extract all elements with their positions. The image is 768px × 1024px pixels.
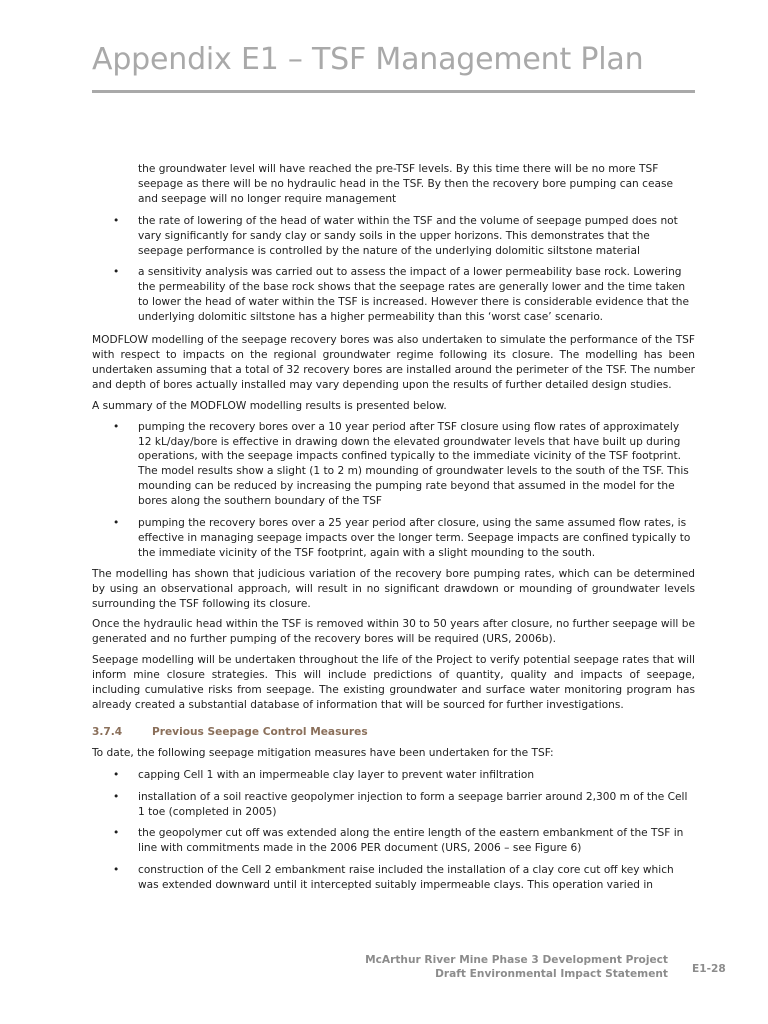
list-item-text: the groundwater level will have reached the pre-TSF levels. By this time there will be no more TSF seepage as there will be no hydraulic head in the TSF. By then the recovery bore pumping can cease and seepage will no longer require management [138,163,674,205]
page-footer [365,953,668,981]
paragraph-modflow: MODFLOW modelling of the seepage recovery bores was also undertaken to simulate the performance of the TSF with respect to impacts on the regional groundwater regime following its closure. The modelling has been undertaken assuming that a total of 32 recovery bores are installed around the perimeter of the TSF. The number and depth of bores actually installed may vary depending upon the results of further detailed design studies. [92,334,695,391]
list-item [92,420,695,509]
bullet-list-1 [92,162,695,325]
list-item [92,768,695,783]
footer-document-title: Draft Environmental Impact Statement [435,968,668,980]
list-item-text: construction of the Cell 2 embankment raise included the installation of a clay core cut off key which was extended downward until it intercepted suitably impermeable clays. This operation varied in [138,864,674,892]
paragraph-seepage-modelling: Seepage modelling will be undertaken throughout the life of the Project to verify potential seepage rates that will inform mine closure strategies. This will include predictions of quantity, quality and impacts of seepage, including cumulative risks from seepage. The existing groundwater and surface water monitoring program has already created a substantial database of information that will be sourced for further investigations. [92,654,695,711]
list-item-text: the rate of lowering of the head of water within the TSF and the volume of seepage pumped does not vary significantly for sandy clay or sandy soils in the upper horizons. This demonstrates that the seepage performance is controlled by the nature of the underlying dolomitic siltstone material [138,214,678,257]
paragraph-hydraulic-head: Once the hydraulic head within the TSF is removed within 30 to 50 years after closure, no further seepage will be generated and no further pumping of the recovery bores will be required (URS, 2006b). [92,618,695,646]
bullet-icon: • [113,266,120,279]
bullet-icon: • [113,790,120,803]
section-heading [92,725,695,740]
paragraph-judicious: The modelling has shown that judicious variation of the recovery bore pumping rates, which can be determined by using an observational approach, will result in no significant drawdown or mounding of groundwater levels surrounding the TSF following its closure. [92,567,695,610]
bullet-icon: • [113,827,120,840]
document-body [92,162,695,893]
list-item [92,162,695,207]
paragraph-summary: A summary of the MODFLOW modelling results is presented below. [92,399,447,412]
list-item-text: installation of a soil reactive geopolymer injection to form a seepage barrier around 2,300 m of the Cell 1 toe (completed in 2005) [138,790,688,818]
list-item-text: the geopolymer cut off was extended along the entire length of the eastern embankment of the TSF in line with commitments made in the 2006 PER document (URS, 2006 – see Figure 6) [138,827,684,855]
bullet-list-2 [92,420,695,561]
bullet-list-3 [92,768,695,893]
list-item [92,826,695,856]
page-number: E1-28 [692,963,726,975]
bullet-icon: • [113,214,120,227]
list-item-text: pumping the recovery bores over a 10 year period after TSF closure using flow rates of approximately 12 kL/day/bore is effective in drawing down the elevated groundwater levels that have built up during operations, with the seepage impacts confined typically to the immediate vicinity of the TSF footprint. The model results show a slight (1 to 2 m) mounding of groundwater levels to the south of the TSF. This mounding can be reduced by increasing the pumping rate beyond that assumed in the model for the bores along the southern boundary of the TSF [138,420,689,508]
list-item-text: pumping the recovery bores over a 25 year period after closure, using the same assumed flow rates, is effective in managing seepage impacts over the longer term. Seepage impacts are confined typically to the immediate vicinity of the TSF footprint, again with a slight mounding to the south. [138,517,691,559]
list-item [92,790,695,820]
bullet-icon: • [113,768,120,781]
list-item [92,214,695,259]
section-number: 3.7.4 [92,725,123,738]
list-item-text: capping Cell 1 with an impermeable clay layer to prevent water infiltration [138,768,535,781]
footer-project-title: McArthur River Mine Phase 3 Development Project [365,954,668,966]
list-item [92,265,695,325]
bullet-icon: • [113,420,120,433]
paragraph-to-date: To date, the following seepage mitigation measures have been undertaken for the TSF: [92,746,554,759]
list-item [92,516,695,561]
list-item [92,863,695,893]
list-item-text: a sensitivity analysis was carried out to assess the impact of a lower permeability base rock. Lowering the permeability of the base rock shows that the seepage rates are generally lower and the time taken to lower the head of water within the TSF is increased. However there is considerable evidence that the underlying dolomitic siltstone has a higher permeability than this ‘worst case’ scenario. [138,266,690,324]
page-header-title: Appendix E1 – TSF Management Plan [92,42,644,77]
bullet-icon: • [113,864,120,877]
section-title: Previous Seepage Control Measures [152,725,368,738]
header-divider [92,90,695,93]
bullet-icon: • [113,517,120,530]
